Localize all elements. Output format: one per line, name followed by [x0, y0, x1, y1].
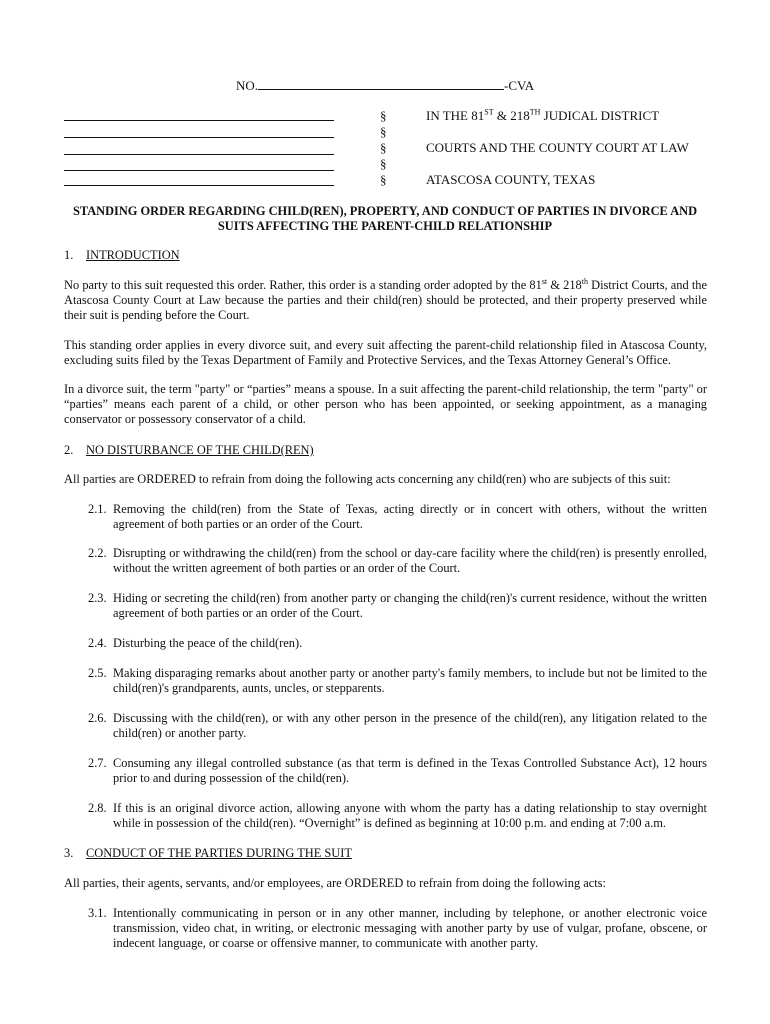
- superscript: th: [581, 276, 588, 286]
- item-number: 2.5.: [88, 666, 107, 680]
- party-blank-line[interactable]: [64, 154, 334, 155]
- party-blank-line[interactable]: [64, 185, 334, 186]
- section-heading-no-disturbance: [64, 443, 314, 458]
- section-number: 2.: [64, 443, 74, 457]
- section-3-intro: All parties, their agents, servants, and/or employees, are ORDERED to refrain from doing the following acts:: [64, 876, 606, 890]
- court-line-text: JUDICAL DISTRICT: [540, 108, 660, 123]
- item-text: Disturbing the peace of the child(ren).: [113, 636, 303, 650]
- item-text: Removing the child(ren) from the State of Texas, acting directly or in concert with others, without the written agreement of both parties or an order of the Court.: [113, 502, 707, 531]
- item-number: 2.4.: [88, 636, 107, 650]
- intro-paragraph-1: [64, 278, 707, 323]
- court-line-district: [426, 108, 659, 123]
- section-heading-conduct: [64, 846, 352, 861]
- section-symbol: §: [380, 140, 387, 155]
- court-line-text: IN THE 81: [426, 108, 485, 123]
- party-blank-line[interactable]: [64, 137, 334, 138]
- item-text: Intentionally communicating in person or in any other manner, including by telephone, or another electronic voice transmission, video chat, in writing, or electronic messaging with another party by use of vulgar, profane, obscene, or indecent language, or coarse or offensive manner, to communicate with another party.: [113, 906, 707, 950]
- paragraph-text: District Courts, and the Atascosa County Court at Law because the parties and their child(ren) should be protected, and their property preserved while their suit is pending before the Court.: [64, 278, 707, 322]
- court-line-county: ATASCOSA COUNTY, TEXAS: [426, 172, 596, 187]
- section-number: 3.: [64, 846, 74, 860]
- cause-number-blank[interactable]: [258, 77, 504, 90]
- item-text: Consuming any illegal controlled substance (as that term is defined in the Texas Controlled Substance Act), 12 hours prior to and during possession of the child(ren).: [113, 756, 707, 785]
- cause-prefix: NO.: [236, 78, 259, 93]
- section-symbol: §: [380, 172, 387, 187]
- list-item: [88, 546, 707, 576]
- section-title: CONDUCT OF THE PARTIES DURING THE SUIT: [86, 846, 352, 860]
- section-heading-introduction: [64, 248, 180, 263]
- intro-paragraph-2: This standing order applies in every divorce suit, and every suit affecting the parent-child relationship filed in Atascosa County, excluding suits filed by the Texas Department of Family and Protective Services, and the Texas Attorney General’s Office.: [64, 338, 707, 367]
- party-blank-line[interactable]: [64, 120, 334, 121]
- item-number: 2.7.: [88, 756, 107, 770]
- section-symbol: §: [380, 108, 387, 123]
- item-number: 3.1.: [88, 906, 107, 920]
- document-title-line: STANDING ORDER REGARDING CHILD(REN), PROPERTY, AND CONDUCT OF PARTIES IN DIVORCE AND: [72, 204, 698, 218]
- paragraph-text: & 218: [547, 278, 582, 292]
- item-text: Discussing with the child(ren), or with any other person in the presence of the child(ren), any litigation related to the child(ren) or another party.: [113, 711, 707, 740]
- document-title-line: SUITS AFFECTING THE PARENT-CHILD RELATIONSHIP: [217, 219, 553, 233]
- list-item: [88, 591, 707, 621]
- list-item: [88, 502, 707, 532]
- item-text: Making disparaging remarks about another party or another party's family members, to include but not be limited to the child(ren)'s grandparents, aunts, uncles, or stepparents.: [113, 666, 707, 695]
- intro-paragraph-3: In a divorce suit, the term "party" or “parties” means a spouse. In a suit affecting the parent-child relationship, the term "party" or “parties” means each parent of a child, or other person who has been appointed, or seeking appointment, as a managing conservator or possessory conservator of a child.: [64, 382, 707, 426]
- item-number: 2.8.: [88, 801, 107, 815]
- section-2-intro: All parties are ORDERED to refrain from doing the following acts concerning any child(ren) who are subjects of this suit:: [64, 472, 671, 486]
- item-text: Disrupting or withdrawing the child(ren) from the school or day-care facility where the child(ren) is presently enrolled, without the written agreement of both parties or an order of the Court.: [113, 546, 707, 575]
- list-item: [88, 801, 707, 831]
- paragraph-text: No party to this suit requested this order. Rather, this order is a standing order adopted by the 81: [64, 278, 542, 292]
- court-line-text: & 218: [493, 108, 530, 123]
- list-item: [88, 636, 707, 651]
- item-text: Hiding or secreting the child(ren) from another party or changing the child(ren)'s current residence, without the written agreement of both parties or an order of the Court.: [113, 591, 707, 620]
- section-symbol: §: [380, 156, 387, 171]
- item-number: 2.1.: [88, 502, 107, 516]
- cause-suffix: -CVA: [504, 78, 535, 93]
- list-item: [88, 711, 707, 741]
- section-title: NO DISTURBANCE OF THE CHILD(REN): [86, 443, 314, 457]
- list-item: [88, 666, 707, 696]
- item-text: If this is an original divorce action, allowing anyone with whom the party has a dating relationship to stay overnight while in possession of the child(ren). “Overnight” is defined as beginning at 10:00 p.m. and ending at 7:00 a.m.: [113, 801, 707, 830]
- court-line-county-court: COURTS AND THE COUNTY COURT AT LAW: [426, 140, 689, 155]
- superscript: TH: [529, 107, 541, 117]
- item-number: 2.6.: [88, 711, 107, 725]
- cause-number: [236, 77, 534, 93]
- item-number: 2.3.: [88, 591, 107, 605]
- superscript: ST: [484, 107, 494, 117]
- superscript: st: [541, 276, 548, 286]
- party-blank-line[interactable]: [64, 170, 334, 171]
- section-symbol: §: [380, 124, 387, 139]
- document-title: [62, 204, 708, 234]
- section-number: 1.: [64, 248, 74, 262]
- section-title: INTRODUCTION: [86, 248, 180, 262]
- item-number: 2.2.: [88, 546, 107, 560]
- list-item: [88, 906, 707, 951]
- list-item: [88, 756, 707, 786]
